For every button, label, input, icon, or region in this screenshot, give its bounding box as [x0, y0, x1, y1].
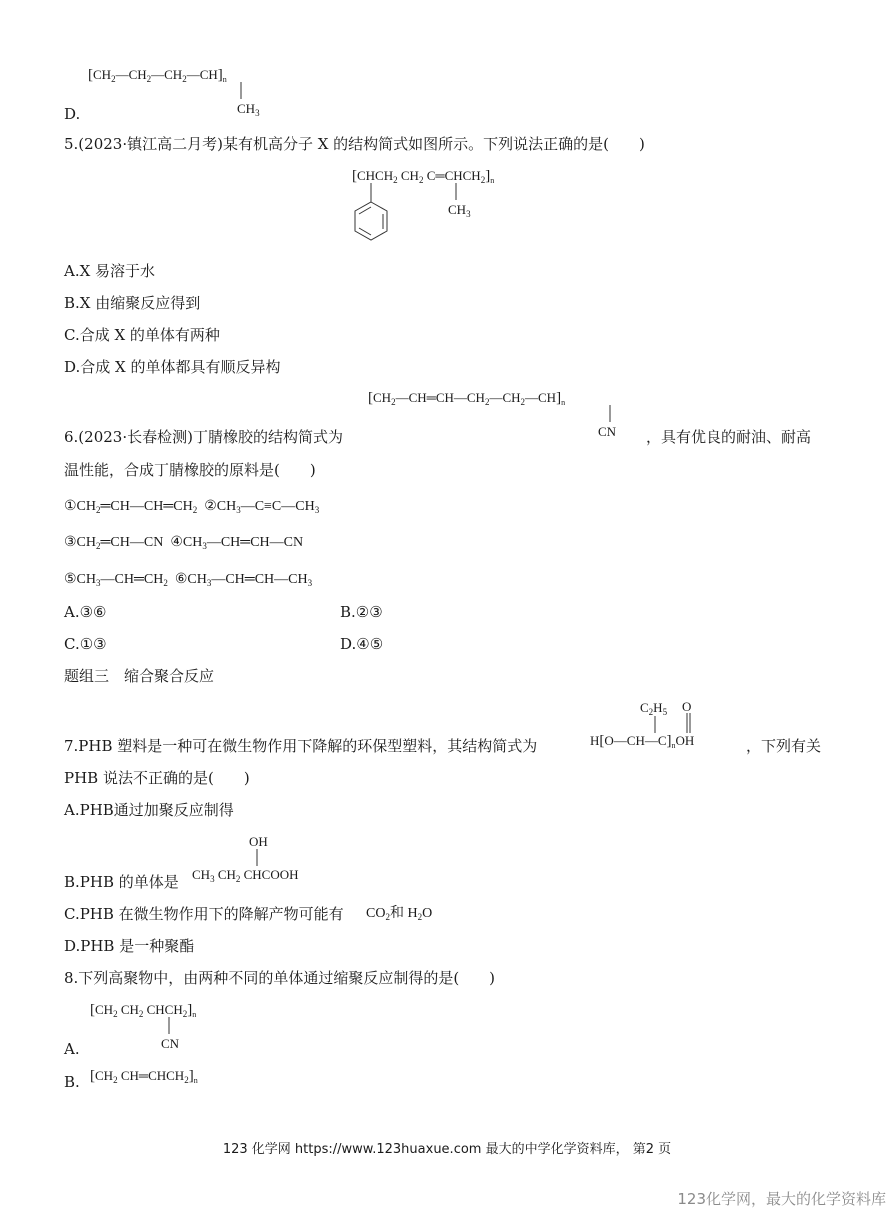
q7-option-b: B.PHB 的单体是	[64, 873, 179, 891]
q5-methyl: $CH_3$	[448, 202, 471, 219]
q7-stem-tail: ，下列有关	[746, 737, 822, 755]
q7-formula: $H[O—CH—C]_nOH$	[590, 733, 695, 750]
q7-stem-1: 7.PHB 塑料是一种可在微生物作用下降解的环保型塑料，其结构简式为	[64, 737, 538, 755]
q5-formula: [$CHCH_2$ $CH_2$ $C═CHCH_2]_n$	[352, 168, 495, 185]
q7-option-d: D.PHB 是一种聚酯	[64, 937, 195, 955]
q6-raw-5-6: $⑤CH_3—CH═CH_2$ $⑥CH_3—CH═CH—CH_3$	[64, 572, 313, 588]
q8-stem: 8.下列高聚物中，由两种不同的单体通过缩聚反应制得的是( )	[64, 969, 496, 987]
q6-stem-1: 6.(2023·长春检测)丁腈橡胶的结构简式为	[64, 428, 343, 446]
watermark: 123化学网，最大的化学资料库	[677, 1190, 886, 1208]
q6-formula: $[CH_2—CH═CH—CH_2—CH_2—CH]_n$	[368, 390, 566, 407]
q5-option-b: B.X 由缩聚反应得到	[64, 294, 201, 312]
q6-raw-3-4: $③CH_2═CH—CN$ $④CH_3—CH═CH—CN$	[64, 535, 304, 551]
q6-stem-2: 温性能，合成丁腈橡胶的原料是( )	[64, 461, 316, 479]
q4-option-d: D.	[64, 105, 81, 123]
q5-stem: 5.(2023·镇江高二月考)某有机高分子 X 的结构简式如图所示。下列说法正确的是( )	[64, 135, 645, 153]
page-footer: 123 化学网 https://www.123huaxue.com 最大的中学化学资料库， 第2 页	[222, 1142, 672, 1157]
q4-d-formula: $[CH_2—CH_2—CH_2—CH]_n$	[88, 67, 227, 84]
q5-option-a: A.X 易溶于水	[64, 262, 156, 280]
q5-option-d: D.合成 X 的单体都具有顺反异构	[64, 358, 281, 376]
q8-option-a: A.	[64, 1040, 80, 1058]
q6-stem-tail: ，具有优良的耐油、耐高	[646, 428, 812, 446]
q8-a-cn: CN	[161, 1036, 180, 1051]
q6-cn: CN	[598, 424, 617, 439]
q8-a-formula: [$CH_2$ $CH_2$ $CHCH_2]_n$	[90, 1002, 197, 1019]
q7-ethyl: $C_2H_5$	[640, 700, 668, 717]
q6-option-c: C.①③	[64, 635, 107, 653]
q4-d-methyl: $CH_3$	[237, 101, 260, 118]
q7-option-c: C.PHB 在微生物作用下的降解产物可能有	[64, 905, 344, 923]
section-title: 题组三 缩合聚合反应	[64, 667, 215, 685]
q6-option-d: D.④⑤	[340, 635, 384, 653]
q7-oxygen: O	[682, 699, 692, 714]
q7-c-products: $CO_2$和 $H_2O$	[366, 906, 433, 922]
q8-b-formula: [$CH_2$ $CH═CHCH_2]_n$	[90, 1068, 198, 1085]
q7-stem-2: PHB 说法不正确的是( )	[64, 769, 250, 787]
q5-option-c: C.合成 X 的单体有两种	[64, 326, 220, 344]
q6-raw-1-2: $①CH_2═CH—CH═CH_2$ $②CH_3—C\equiv C—CH_3$	[64, 499, 320, 515]
q7-b-formula: $CH_3$ $CH_2$ CHCOOH	[192, 867, 299, 884]
q7-option-a: A.PHB通过加聚反应制得	[64, 801, 234, 819]
q8-option-b: B.	[64, 1073, 80, 1091]
q6-option-b: B.②③	[340, 603, 383, 621]
q7-b-oh: OH	[249, 834, 268, 849]
q6-option-a: A.③⑥	[64, 603, 107, 621]
